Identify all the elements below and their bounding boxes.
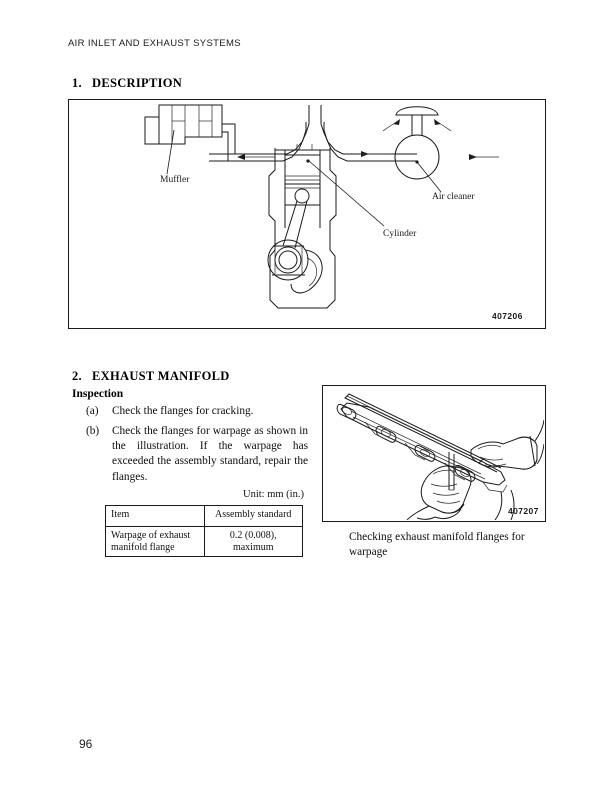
- cell-item: Warpage of exhaust manifold flange: [106, 527, 205, 557]
- cell-assembly-standard: 0.2 (0.008), maximum: [204, 527, 303, 557]
- list-item: [86, 404, 306, 419]
- list-item-marker: (a): [86, 405, 99, 417]
- unit-note: Unit: mm (in.): [243, 489, 304, 500]
- duct-graphic: [209, 105, 417, 161]
- cylinder-block-graphic: [268, 144, 336, 308]
- manifold-warpage-check-illustration: [323, 386, 544, 520]
- table-row: [106, 527, 303, 557]
- column-header-assembly-standard: Assembly standard: [204, 506, 303, 527]
- assembly-standard-table: [105, 505, 303, 557]
- figure-2-id: 407207: [508, 506, 539, 516]
- list-item-text: Check the flanges for cracking.: [112, 405, 254, 417]
- figure-2-caption: Checking exhaust manifold flanges for warpage: [349, 531, 525, 558]
- section-2-title: EXHAUST MANIFOLD: [92, 369, 230, 383]
- air-cleaner-graphic: [383, 107, 451, 179]
- flow-arrows: [237, 151, 499, 160]
- list-item: [86, 424, 308, 485]
- figure-1-frame: [68, 99, 546, 329]
- table-header-row: [106, 506, 303, 527]
- list-item-text: Check the flanges for warpage as shown in the illustration. If the warpage has exceeded the assembly standard, repair the flanges.: [112, 425, 308, 483]
- engine-air-flow-diagram: [69, 100, 544, 327]
- list-item-marker: (b): [86, 425, 100, 437]
- straight-edge-graphic: [345, 394, 501, 472]
- section-2-number: 2.: [72, 369, 82, 383]
- figure-1-id: 407206: [492, 311, 523, 321]
- inspection-subheading: Inspection: [72, 388, 124, 400]
- page-number: 96: [79, 737, 93, 751]
- figure-1-label-air-cleaner: Air cleaner: [432, 192, 475, 202]
- section-2-heading: [72, 369, 230, 384]
- section-1-number: 1.: [72, 76, 82, 90]
- figure-1-label-muffler: Muffler: [160, 175, 190, 185]
- section-1-title: DESCRIPTION: [92, 76, 183, 90]
- muffler-graphic: [145, 105, 235, 161]
- figure-1-label-cylinder: Cylinder: [383, 229, 417, 239]
- figure-2-frame: [322, 385, 546, 522]
- section-1-heading: [72, 76, 182, 91]
- running-header: AIR INLET AND EXHAUST SYSTEMS: [68, 38, 241, 49]
- column-header-item: Item: [106, 506, 205, 527]
